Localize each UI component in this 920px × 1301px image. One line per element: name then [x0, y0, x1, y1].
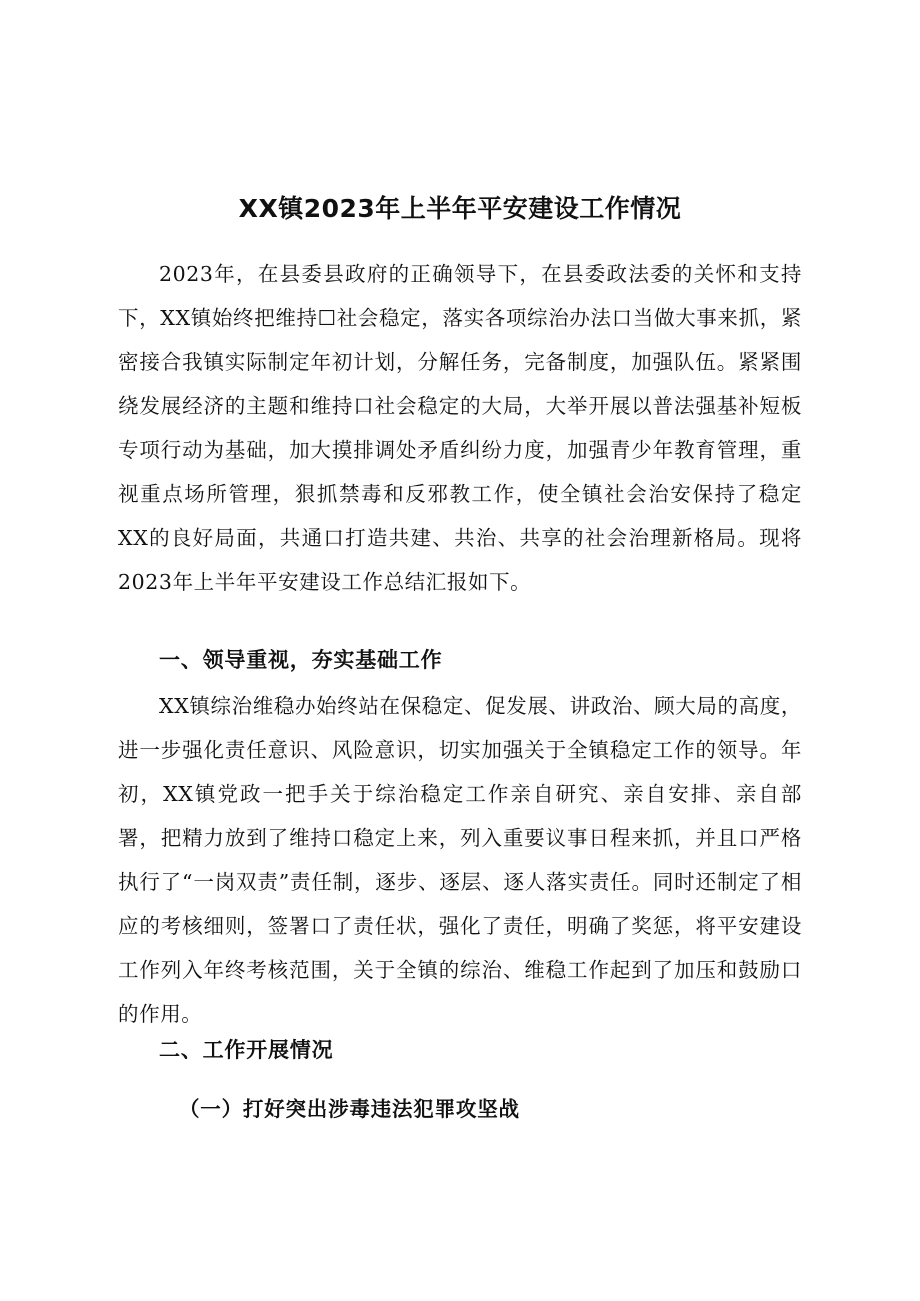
section-2: [118, 1028, 802, 1072]
intro-section: [118, 252, 802, 604]
section-1-body: [118, 684, 802, 1036]
section-1-paragraph: XX镇综治维稳办始终站在保稳定、促发展、讲政治、顾大局的高度，进一步强化责任意识、风险意识，切实加强关于全镇稳定工作的领导。年初，XX镇党政一把手关于综治稳定工作亲自研究、亲自安排、亲自部署，把精力放到了维持口稳定上来，列入重要议事日程来抓，并且口严格执行了“一岗双责”责任制，逐步、逐层、逐人落实责任。同时还制定了相应的考核细则，签署口了责任状，强化了责任，明确了奖惩，将平安建设工作列入年终考核范围，关于全镇的综治、维稳工作起到了加压和鼓励口的作用。: [118, 694, 802, 1026]
section-1-heading: 一、领导重视，夯实基础工作: [159, 648, 443, 672]
section-1: [118, 638, 802, 682]
intro-paragraph: 2023年，在县委县政府的正确领导下，在县委政法委的关怀和支持下，XX镇始终把维持☐社会稳定，落实各项综治办法口当做大事来抓，紧密接合我镇实际制定年初计划，分解任务，完备制度，加强队伍。紧紧围绕发展经济的主题和维持口社会稳定的大局，大举开展以普法强基补短板专项行动为基础，加大摸排调处矛盾纠纷力度，加强青少年教育管理，重视重点场所管理，狠抓禁毒和反邪教工作，使全镇社会治安保持了稳定XX的良好局面，共通口打造共建、共治、共享的社会治理新格局。现将2023年上半年平安建设工作总结汇报如下。: [118, 262, 802, 594]
document-title: XX镇2023年上半年平安建设工作情况: [238, 194, 682, 223]
section-2-sub-1: [118, 1087, 802, 1131]
section-2-heading: 二、工作开展情况: [159, 1038, 334, 1062]
section-2-subheading-1: （一）打好突出涉毒违法犯罪攻坚战: [179, 1097, 520, 1121]
